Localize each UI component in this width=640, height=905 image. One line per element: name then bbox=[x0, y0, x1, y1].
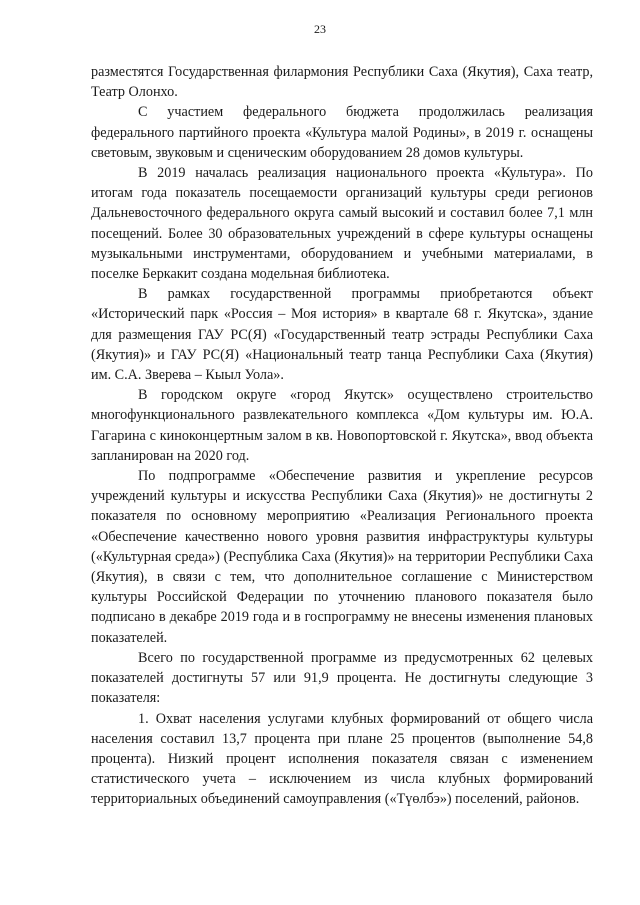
paragraph-8: 1. Охват населения услугами клубных формирований от общего числа населения составил 13,7 процента при плане 25 процентов (выполнение 54,8 процента). Низкий процент исполнения показателя связан с изменением статистического учета – исключением из числа клубных формирований территориальных объединений самоуправления («Түөлбэ») поселений, районов. bbox=[91, 710, 593, 808]
paragraph-6: По подпрограмме «Обеспечение развития и укрепление ресурсов учреждений культуры и искусства Республики Саха (Якутия)» не достигнуты 2 показателя по основному мероприятию «Реализация Регионального проекта «Обеспечение качественно нового уровня развития инфраструктуры культуры («Культурная среда») (Республика Саха (Якутия)» на территории Республики Саха (Якутия), в связи с тем, что дополнительное соглашение с Министерством культуры Российской Федерации по уточнению планового показателя было подписано в декабре 2019 года и в госпрограмму не внесены изменения плановых показателей. bbox=[91, 468, 593, 646]
page-number: 23 bbox=[314, 22, 326, 36]
paragraph-7: Всего по государственной программе из предусмотренных 62 целевых показателей достигнуты 57 или 91,9 процента. Не достигнуты следующие 3 показателя: bbox=[91, 649, 593, 707]
paragraph-5: В городском округе «город Якутск» осуществлено строительство многофункционального развлекательного комплекса «Дом культуры им. Ю.А. Гагарина с киноконцертным залом в кв. Новопортовской г. Якутска», ввод объекта запланирован на 2020 год. bbox=[91, 387, 593, 464]
paragraph-4: В рамках государственной программы приобретаются объект «Исторический парк «Россия – Моя история» в квартале 68 г. Якутска», здание для размещения ГАУ РС(Я) «Государственный театр эстрады Республики Саха (Якутия)» и ГАУ РС(Я) «Национальный театр танца Республики Саха (Якутия) им. С.А. Зверева – Кыыл Уола». bbox=[91, 286, 593, 384]
document-body bbox=[91, 62, 593, 810]
paragraph-3: В 2019 началась реализация национального проекта «Культура». По итогам года показатель посещаемости организаций культуры среди регионов Дальневосточного федерального округа самый высокий и составил более 7,1 млн посещений. Более 30 образовательных учреждений в сфере культуры оснащены музыкальными инструментами, оборудованием и учебными материалами, в поселке Беркакит создана модельная библиотека. bbox=[91, 165, 593, 283]
paragraph-2: С участием федерального бюджета продолжилась реализация федерального партийного проекта «Культура малой Родины», в 2019 г. оснащены световым, звуковым и сценическим оборудованием 28 домов культуры. bbox=[91, 104, 593, 161]
paragraph-1: разместятся Государственная филармония Республики Саха (Якутия), Саха театр, Театр Олонхо. bbox=[91, 64, 593, 101]
